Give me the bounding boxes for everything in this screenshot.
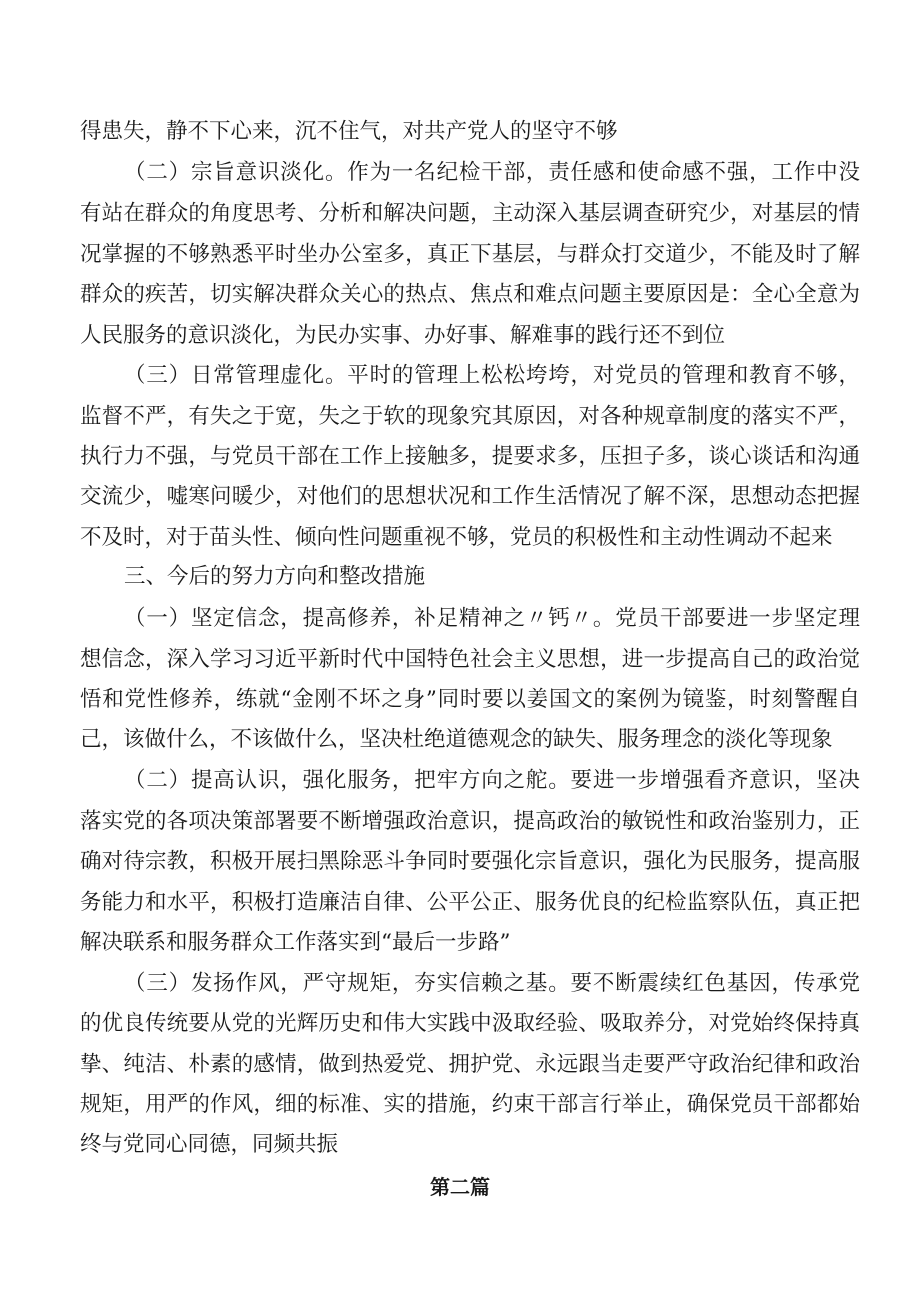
- paragraph-line: 务能力和水平，积极打造廉洁自律、公平公正、服务优良的纪检监察队伍，真正把: [80, 890, 860, 915]
- paragraph-line: 交流少，嘘寒问暖少，对他们的思想状况和工作生活情况了解不深，思想动态把握: [80, 484, 860, 509]
- paragraph-line: 终与党同心同德，同频共振: [80, 1132, 339, 1157]
- paragraph-line: 得患失，静不下心来，沉不住气，对共产党人的坚守不够: [80, 119, 618, 144]
- paragraph-line: 想信念，深入学习习近平新时代中国特色社会主义思想，进一步提高自己的政治觉: [80, 647, 860, 672]
- paragraph-line: 执行力不强，与党员干部在工作上接触多，提要求多，压担子多，谈心谈话和沟通: [80, 444, 860, 469]
- paragraph-line: 悟和党性修养，练就“金刚不坏之身”同时要以姜国文的案例为镜鉴，时刻警醒自: [80, 687, 860, 712]
- chapter-title: 第二篇: [430, 1175, 490, 1199]
- paragraph-line: 落实党的各项决策部署要不断增强政治意识，提高政治的敏锐性和政治鉴别力，正: [80, 809, 860, 834]
- paragraph-line: 解决联系和服务群众工作落实到“最后一步路”: [80, 930, 511, 955]
- paragraph-line: 规矩，用严的作风，细的标准、实的措施，约束干部言行举止，确保党员干部都始: [80, 1092, 860, 1117]
- paragraph-line: 不及时，对于苗头性、倾向性问题重视不够，党员的积极性和主动性调动不起来: [80, 525, 833, 550]
- paragraph-line: 监督不严，有失之于宽，失之于软的现象究其原因，对各种规章制度的落实不严，: [80, 404, 860, 429]
- paragraph-line: 确对待宗教，积极开展扫黑除恶斗争同时要强化宗旨意识，强化为民服务，提高服: [80, 849, 860, 874]
- paragraph-line: （二）提高认识，强化服务，把牢方向之舵。要进一步增强看齐意识，坚决: [124, 768, 860, 793]
- paragraph-line: 群众的疾苦，切实解决群众关心的热点、焦点和难点问题主要原因是：全心全意为: [80, 282, 860, 307]
- paragraph-line: 况掌握的不够熟悉平时坐办公室多，真正下基层，与群众打交道少，不能及时了解: [80, 242, 860, 267]
- paragraph-line: （一）坚定信念，提高修养，补足精神之〃钙〃。党员干部要进一步坚定理: [124, 606, 860, 631]
- paragraph-line: （三）日常管理虚化。平时的管理上松松垮垮，对党员的管理和教育不够，: [124, 363, 860, 388]
- paragraph-line: 人民服务的意识淡化，为民办实事、办好事、解难事的践行还不到位: [80, 323, 726, 348]
- paragraph-line: 有站在群众的角度思考、分析和解决问题，主动深入基层调查研究少，对基层的情: [80, 201, 860, 226]
- paragraph-line: 的优良传统要从党的光辉历史和伟大实践中汲取经验、吸取养分，对党始终保持真: [80, 1011, 860, 1036]
- section-heading: 三、今后的努力方向和整改措施: [124, 564, 426, 589]
- paragraph-line: （三）发扬作风，严守规矩，夯实信赖之基。要不断震续红色基因，传承党: [124, 971, 860, 996]
- paragraph-line: 挚、纯洁、朴素的感情，做到热爱党、拥护党、永远跟当走要严守政治纪律和政治: [80, 1052, 860, 1077]
- paragraph-line: 己，该做什么，不该做什么，坚决杜绝道德观念的缺失、服务理念的淡化等现象: [80, 727, 833, 752]
- paragraph-line: （二）宗旨意识淡化。作为一名纪检干部，责任感和使命感不强，工作中没: [124, 160, 860, 185]
